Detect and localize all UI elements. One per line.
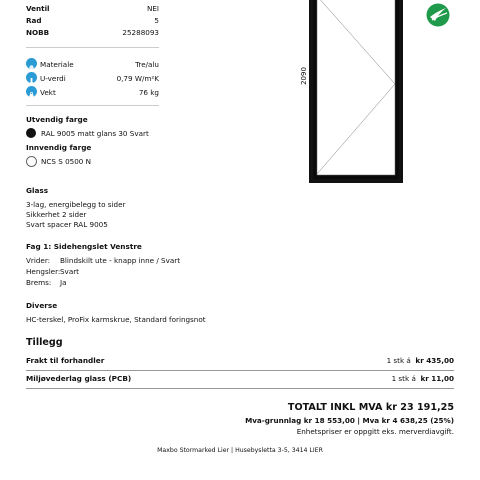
glass-heading: Glass <box>26 186 49 195</box>
sash-row-label: Brems: <box>26 278 52 287</box>
spec-label: Rad <box>26 16 42 25</box>
sash-row-value: Blindskilt ute - knapp inne / Svart <box>60 256 181 265</box>
property-value: 76 kg <box>138 88 159 97</box>
thermometer-icon <box>26 72 37 83</box>
interior-colour-swatch <box>26 156 37 167</box>
property-label: Vekt <box>40 88 56 97</box>
spec-label: NOBB <box>26 28 50 37</box>
exterior-colour-heading: Utvendig farge <box>26 115 88 124</box>
addon-row <box>26 374 454 386</box>
glass-line: 3-lag, energibelegg to sider <box>26 200 126 209</box>
sash-heading: Fag 1: Sidehengslet Venstre <box>26 242 142 251</box>
divider <box>26 388 454 389</box>
price-note: Enhetspriser er oppgitt eks. merverdiavgift. <box>296 427 454 436</box>
sash-row-value: Ja <box>60 278 67 287</box>
divider <box>26 370 454 371</box>
total-amount: TOTALT INKL MVA kr 23 191,25 <box>287 402 454 413</box>
material-icon <box>26 58 37 69</box>
addon-price: 1 stk á kr 11,00 <box>391 374 454 383</box>
property-label: Materiale <box>40 60 74 69</box>
addons-heading: Tillegg <box>26 337 63 348</box>
exterior-colour-swatch <box>26 128 36 138</box>
addon-name: Frakt til forhandler <box>26 356 105 365</box>
spec-row-rad <box>26 16 159 26</box>
property-row-material <box>26 58 159 70</box>
vat-summary: Mva-grunnlag kr 18 553,00 | Mva kr 4 638,25 (25%) <box>245 416 454 425</box>
glass-line: Svart spacer RAL 9005 <box>26 220 108 229</box>
divider <box>26 105 159 106</box>
spec-row-nobb <box>26 28 159 38</box>
height-dimension-label: 2090 <box>300 64 308 88</box>
window-glass <box>317 0 395 175</box>
misc-heading: Diverse <box>26 301 58 310</box>
weight-icon <box>26 86 37 97</box>
ecolabel-icon <box>426 3 450 27</box>
exterior-colour-name: RAL 9005 matt glans 30 Svart <box>41 129 149 138</box>
spec-row-ventil <box>26 4 159 14</box>
property-value: Tre/alu <box>135 60 159 69</box>
addon-name: Miljøvederlag glass (PCB) <box>26 374 132 383</box>
property-label: U-verdi <box>40 74 66 83</box>
misc-text: HC-terskel, ProFix karmskrue, Standard foringsnot <box>26 315 206 324</box>
sash-row-value: Svart <box>60 267 79 276</box>
sash-row-label: Hengsler: <box>26 267 61 276</box>
divider <box>26 47 159 48</box>
footer-address: Maxbo Stormarked Lier | Husebysletta 3-5, 3414 LIER <box>157 447 323 454</box>
spec-value: 5 <box>154 16 159 25</box>
spec-label: Ventil <box>26 4 50 13</box>
addon-price: 1 stk á kr 435,00 <box>386 356 454 365</box>
interior-colour-name: NCS S 0500 N <box>41 157 92 166</box>
spec-value: 25288093 <box>122 28 159 37</box>
addon-row <box>26 356 454 368</box>
glass-line: Sikkerhet 2 sider <box>26 210 87 219</box>
property-value: 0,79 W/m²K <box>116 74 159 83</box>
sash-row-label: Vrider: <box>26 256 51 265</box>
property-row-weight <box>26 86 159 98</box>
interior-colour-heading: Innvendig farge <box>26 143 92 152</box>
window-drawing <box>294 0 414 186</box>
spec-value: NEI <box>146 4 159 13</box>
property-row-u-value <box>26 72 159 84</box>
